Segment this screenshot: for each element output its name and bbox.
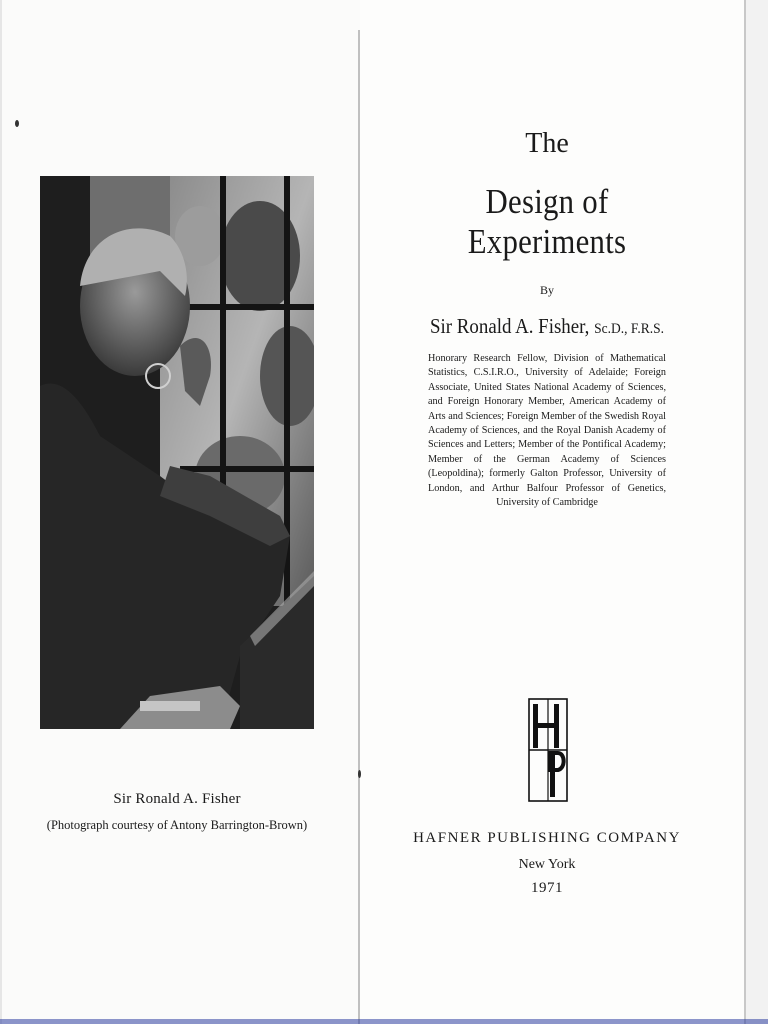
hp-logo-mark <box>528 698 568 802</box>
right-page-edge <box>744 0 746 1024</box>
author-photograph <box>40 176 314 729</box>
publisher-logo <box>528 698 568 802</box>
book-gutter <box>358 30 360 1024</box>
left-page-edge <box>0 0 2 1024</box>
publication-year: 1971 <box>531 880 563 896</box>
author-name <box>417 314 678 339</box>
author-qualifications: Sc.D., F.R.S. <box>594 321 664 337</box>
title-line-1: The <box>525 128 569 159</box>
photo-caption-credit: (Photograph courtesy of Antony Barrington-Brown) <box>46 818 308 832</box>
scan-speck <box>15 120 19 127</box>
by-line: By <box>539 283 554 297</box>
author-biography: Honorary Research Fellow, Division of Mathematical Statistics, C.S.I.R.O., University of Adelaide; Foreign Associate, United States National Academy of Sciences, and Foreign Honorary Member, American Academy of Arts and Sciences; Foreign Member of the Swedish Royal Academy of Sciences, and the Royal Danish Academy of Sciences and Letters; Member of the Pontifical Academy; Member of the German Academy of Sciences (Leopoldina); formerly Galton Professor, University of London, and Arthur Balfour Professor of Genetics, University of Cambridge <box>428 353 666 509</box>
publisher-name: HAFNER PUBLISHING COMPANY <box>413 830 681 846</box>
photograph-image <box>40 176 314 729</box>
scan-background <box>746 0 768 1024</box>
scan-speck <box>358 770 361 778</box>
author-name-text: Sir Ronald A. Fisher, <box>430 314 595 338</box>
photo-caption-name: Sir Ronald A. Fisher <box>113 791 241 807</box>
scanner-edge <box>0 1019 768 1024</box>
book-title: Design of Experiments <box>467 182 627 261</box>
publication-city: New York <box>518 857 576 872</box>
